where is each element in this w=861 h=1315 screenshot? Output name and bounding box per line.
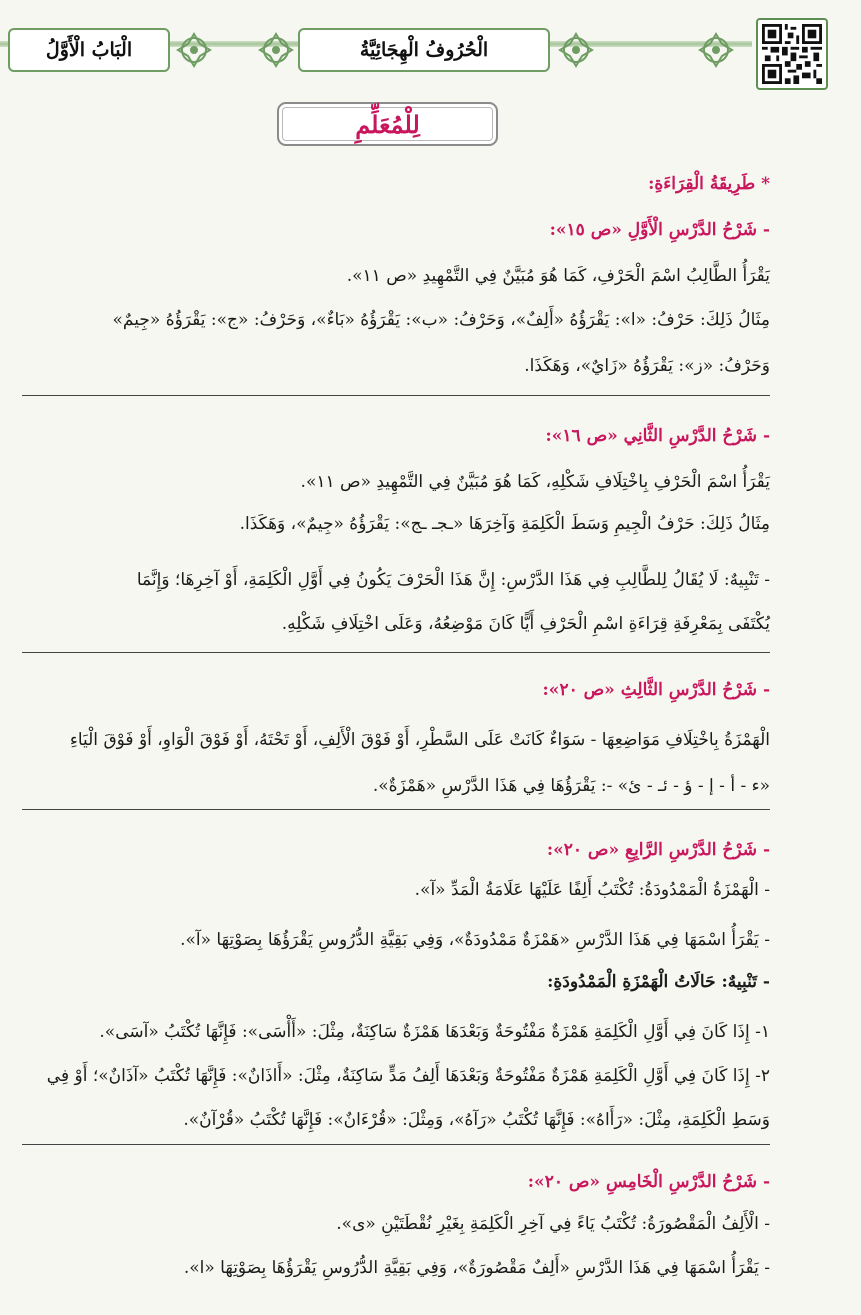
section-divider xyxy=(22,1144,770,1145)
paragraph-line: مِثَالُ ذَلِكَ: حَرْفُ: «ا»: يَقْرَؤُهُ «أَلِفٌ»، وَحَرْفُ: «ب»: يَقْرَؤُهُ «بَاءٌ»، وَحَرْفُ: «ج»: يَقْرَؤُهُ «جِيمٌ» xyxy=(112,310,770,330)
paragraph-line: «ء - أ - إ - ؤ - ئـ - ئ» -: يَقْرَؤُهَا فِي هَذَا الدَّرْسِ «هَمْزَةٌ». xyxy=(372,776,770,796)
section-divider xyxy=(22,809,770,810)
paragraph-line: مِثَالُ ذَلِكَ: حَرْفُ الْجِيمِ وَسَطَ الْكَلِمَةِ وَآخِرَهَا «ـجـ ـج»: يَقْرَؤُهُ «جِيمٌ»، وَهَكَذَا. xyxy=(239,514,770,534)
ornament-icon xyxy=(696,30,736,70)
paragraph-line: - يَقْرَأُ اسْمَهَا فِي هَذَا الدَّرْسِ «هَمْزَةٌ مَمْدُودَةٌ»، وَفِي بَقِيَّةِ الدُّرُوسِ يَقْرَؤُهَا بِصَوْتِهَا «آ». xyxy=(180,930,770,950)
qr-code-icon xyxy=(762,24,822,84)
method-heading: * طَرِيقَةُ الْقِرَاءَةِ: xyxy=(648,174,770,194)
paragraph-line: - الْأَلِفُ الْمَقْصُورَةُ: تُكْتَبُ يَاءً فِي آخِرِ الْكَلِمَةِ بِغَيْرِ نُقْطَتَيْنِ «ى». xyxy=(336,1214,770,1234)
section-divider xyxy=(22,652,770,653)
ornament-icon xyxy=(174,30,214,70)
paragraph-line: يُكْتَفَى بِمَعْرِفَةِ قِرَاءَةِ اسْمِ الْحَرْفِ أَيًّا كَانَ مَوْضِعُهُ، وَعَلَى اخْتِلَافِ شَكْلِهِ. xyxy=(281,614,770,634)
paragraph-line: ٢- إِذَا كَانَ فِي أَوَّلِ الْكَلِمَةِ هَمْزَةٌ مَفْتُوحَةٌ وَبَعْدَهَا أَلِفُ مَدٍّ سَاكِنَةٌ، مِثْلَ: «أَاذَانٌ»: فَإِنَّهَا تُكْتَبُ «آذَانٌ»؛ أَوْ فِي xyxy=(46,1066,770,1086)
paragraph-line: وَحَرْفُ: «ز»: يَقْرَؤُهُ «زَايٌ»، وَهَكَذَا. xyxy=(524,356,770,376)
paragraph-line: يَقْرَأُ الطَّالِبُ اسْمَ الْحَرْفِ، كَمَا هُوَ مُبَيَّنٌ فِي التَّمْهِيدِ «ص ١١». xyxy=(346,266,770,286)
paragraph-line: - يَقْرَأُ اسْمَهَا فِي هَذَا الدَّرْسِ «أَلِفٌ مَقْصُورَةٌ»، وَفِي بَقِيَّةِ الدُّرُوسِ يَقْرَؤُهَا بِصَوْتِهَا «ا». xyxy=(183,1258,770,1278)
paragraph-line: ١- إِذَا كَانَ فِي أَوَّلِ الْكَلِمَةِ هَمْزَةٌ مَفْتُوحَةٌ وَبَعْدَهَا هَمْزَةٌ سَاكِنَةٌ، مِثْلَ: «أَأْسَى»: فَإِنَّهَا تُكْتَبُ «آسَى». xyxy=(99,1022,770,1042)
ornament-icon xyxy=(256,30,296,70)
page-title: الْحُرُوفُ الْهِجَائِيَّةُ xyxy=(298,28,550,72)
paragraph-line: يَقْرَأُ اسْمَ الْحَرْفِ بِاخْتِلَافِ شَكْلِهِ، كَمَا هُوَ مُبَيَّنٌ فِي التَّمْهِيدِ «ص ١١». xyxy=(300,472,770,492)
paragraph-line: - الْهَمْزَةُ الْمَمْدُودَةُ: تُكْتَبُ أَلِفًا عَلَيْهَا عَلَامَةُ الْمَدِّ «آ». xyxy=(414,880,770,900)
paragraph-line: وَسَطِ الْكَلِمَةِ، مِثْلَ: «رَأَاهُ»: فَإِنَّهَا تُكْتَبُ «رَآهُ»، وَمِثْلَ: «قُرْءَانٌ»: فَإِنَّهَا تُكْتَبُ «قُرْآنٌ». xyxy=(183,1110,770,1130)
paragraph-line: الْهَمْزَةُ بِاخْتِلَافِ مَوَاضِعِهَا - سَوَاءٌ كَانَتْ عَلَى السَّطْرِ، أَوْ فَوْقَ الْأَلِفِ، أَوْ تَحْتَهُ، أَوْ فَوْقَ الْوَاوِ، أَوْ فَوْقَ الْيَاءِ xyxy=(69,730,770,750)
paragraph-line: - تَنْبِيهٌ: لَا يُقَالُ لِلطَّالِبِ فِي هَذَا الدَّرْسِ: إِنَّ هَذَا الْحَرْفَ يَكُونُ فِي أَوَّلِ الْكَلِمَةِ، أَوْ آخِرِهَا؛ وَإِنَّمَا xyxy=(136,570,770,590)
chapter-title: الْبَابُ الْأَوَّلُ xyxy=(8,28,170,72)
qr-code[interactable] xyxy=(756,18,828,90)
section-heading: - شَرْحُ الدَّرْسِ الْخَامِسِ «ص ٢٠»: xyxy=(527,1172,770,1192)
section-heading: - شَرْحُ الدَّرْسِ الرَّابِعِ «ص ٢٠»: xyxy=(546,840,770,860)
teacher-note-title: لِلْمُعَلِّمِ xyxy=(277,102,498,146)
paragraph-line: - تَنْبِيهٌ: حَالَاتُ الْهَمْزَةِ الْمَمْدُودَةِ: xyxy=(547,972,770,992)
section-heading: - شَرْحُ الدَّرْسِ الثَّالِثِ «ص ٢٠»: xyxy=(542,680,770,700)
section-heading: - شَرْحُ الدَّرْسِ الْأَوَّلِ «ص ١٥»: xyxy=(549,220,770,240)
section-divider xyxy=(22,395,770,396)
ornament-icon xyxy=(556,30,596,70)
section-heading: - شَرْحُ الدَّرْسِ الثَّانِي «ص ١٦»: xyxy=(545,426,770,446)
